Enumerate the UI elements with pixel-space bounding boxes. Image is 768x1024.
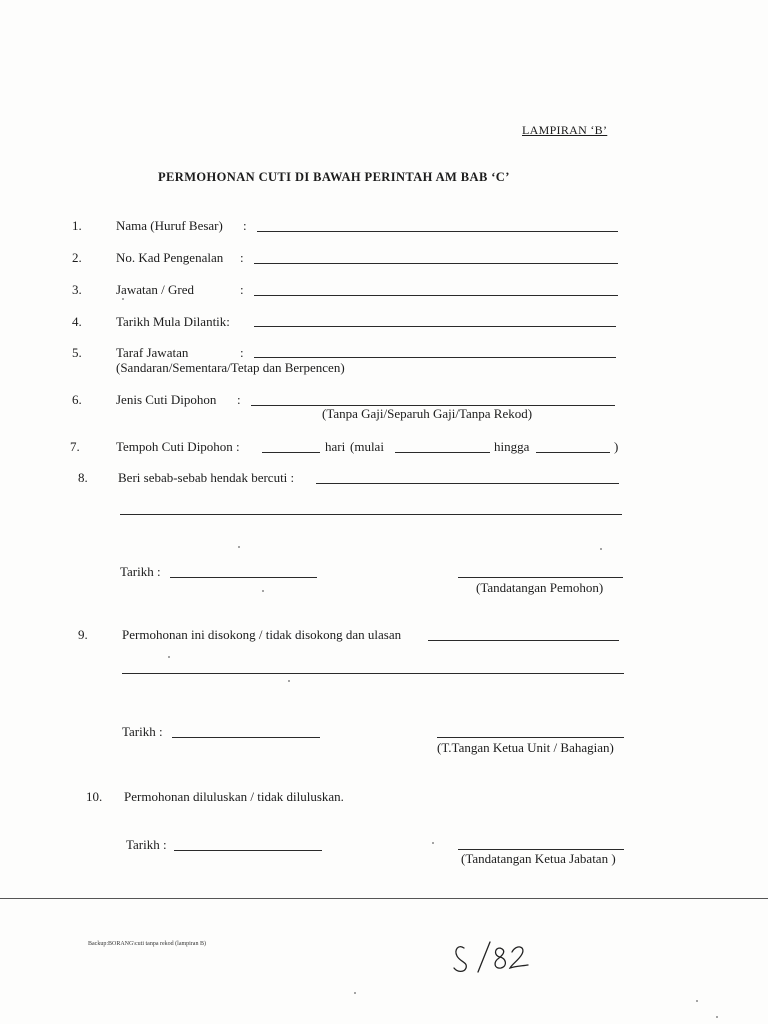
applicant-date-label: Tarikh : <box>120 564 161 579</box>
close-paren: ) <box>614 439 619 454</box>
appointment-date-label: Tarikh Mula Dilantik: <box>116 314 230 329</box>
scan-speck <box>168 656 170 658</box>
scan-speck <box>432 842 434 844</box>
applicant-signature-line[interactable] <box>458 577 623 578</box>
lampiran-heading: LAMPIRAN ‘B’ <box>522 123 608 137</box>
position-grade-label: Jawatan / Gred <box>116 282 194 297</box>
name-label: Nama (Huruf Besar) <box>116 218 223 233</box>
leave-type-options: (Tanpa Gaji/Separuh Gaji/Tanpa Rekod) <box>322 406 533 421</box>
item-number-7: 7. <box>70 439 80 454</box>
item-number-3: 3. <box>72 282 82 297</box>
colon: : <box>240 282 244 297</box>
ic-number-field[interactable] <box>254 263 618 264</box>
applicant-date-field[interactable] <box>170 577 317 578</box>
item-number-9: 9. <box>78 627 88 642</box>
reason-field-continued[interactable] <box>120 514 622 515</box>
item-number-10: 10. <box>86 789 103 804</box>
colon: : <box>237 392 241 407</box>
scan-speck <box>354 992 356 994</box>
days-label: hari <box>325 439 346 454</box>
from-date-field[interactable] <box>395 452 490 453</box>
form-title: PERMOHONAN CUTI DI BAWAH PERINTAH AM BAB ‘C’ <box>158 170 510 184</box>
department-head-signature-line[interactable] <box>458 849 624 850</box>
scan-speck <box>122 298 124 300</box>
item-number-4: 4. <box>72 314 82 329</box>
item-number-2: 2. <box>72 250 82 265</box>
department-head-date-label: Tarikh : <box>126 837 167 852</box>
colon: : <box>243 218 247 233</box>
days-field[interactable] <box>262 452 320 453</box>
scan-speck <box>288 680 290 682</box>
appointment-date-field[interactable] <box>254 326 616 327</box>
position-grade-field[interactable] <box>254 295 618 296</box>
position-status-options: (Sandaran/Sementara/Tetap dan Berpencen) <box>116 360 345 375</box>
scan-speck <box>696 1000 698 1002</box>
department-head-date-field[interactable] <box>174 850 322 851</box>
applicant-signature-caption: (Tandatangan Pemohon) <box>476 580 604 595</box>
position-status-label: Taraf Jawatan <box>116 345 189 360</box>
name-field[interactable] <box>257 231 618 232</box>
leave-type-label: Jenis Cuti Dipohon <box>116 392 217 407</box>
ic-number-label: No. Kad Pengenalan <box>116 250 224 265</box>
colon: : <box>240 345 244 360</box>
reason-field[interactable] <box>316 483 619 484</box>
scan-speck <box>238 546 240 548</box>
support-remarks-field-continued[interactable] <box>122 673 624 674</box>
support-remarks-field[interactable] <box>428 640 619 641</box>
unit-head-date-label: Tarikh : <box>122 724 163 739</box>
item-number-8: 8. <box>78 470 88 485</box>
item-number-6: 6. <box>72 392 82 407</box>
until-date-field[interactable] <box>536 452 610 453</box>
unit-head-date-field[interactable] <box>172 737 320 738</box>
until-label: hingga <box>494 439 530 454</box>
leave-duration-label: Tempoh Cuti Dipohon : <box>116 439 240 454</box>
position-status-field[interactable] <box>254 357 616 358</box>
support-label: Permohonan ini disokong / tidak disokong dan ulasan <box>122 627 402 642</box>
handwritten-page-number <box>448 938 534 976</box>
file-path-footnote: Backup:BORANG\cuti tanpa rekod (lampiran B) <box>88 941 206 947</box>
scan-speck <box>716 1016 718 1018</box>
scan-speck <box>262 590 264 592</box>
approval-label: Permohonan diluluskan / tidak diluluskan. <box>124 789 344 804</box>
item-number-1: 1. <box>72 218 82 233</box>
unit-head-signature-line[interactable] <box>437 737 624 738</box>
footer-divider <box>0 898 768 899</box>
scan-speck <box>600 548 602 550</box>
department-head-signature-caption: (Tandatangan Ketua Jabatan ) <box>461 851 616 866</box>
reason-label: Beri sebab-sebab hendak bercuti : <box>118 470 295 485</box>
unit-head-signature-caption: (T.Tangan Ketua Unit / Bahagian) <box>437 740 614 755</box>
from-label: (mulai <box>350 439 384 454</box>
item-number-5: 5. <box>72 345 82 360</box>
colon: : <box>240 250 244 265</box>
